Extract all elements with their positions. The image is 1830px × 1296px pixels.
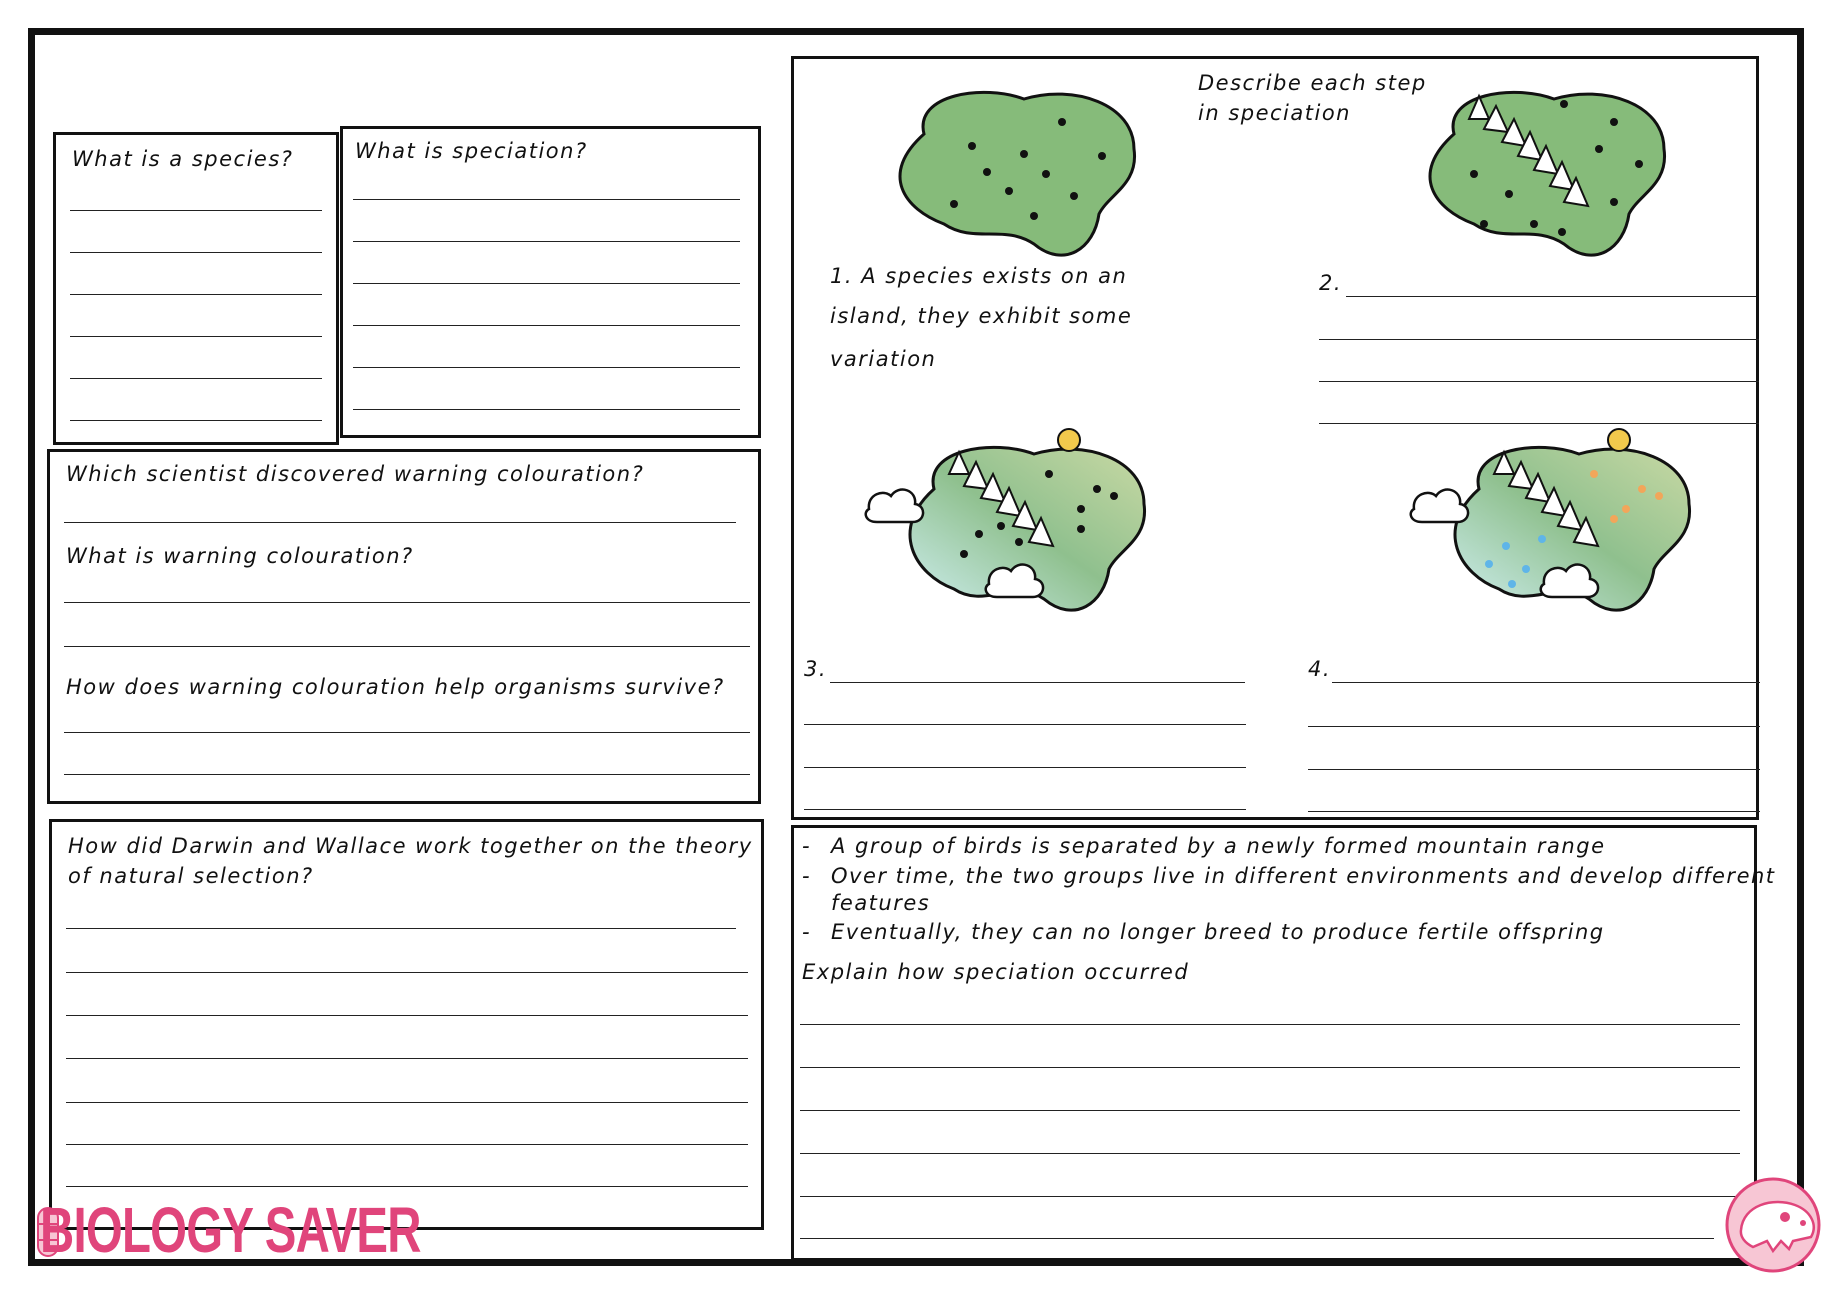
scientist-question: Which scientist discovered warning colouration?	[66, 462, 645, 486]
step4-answer-line[interactable]	[1332, 682, 1760, 683]
darwin-answer-line[interactable]	[66, 928, 736, 929]
darwin-answer-line[interactable]	[66, 1058, 748, 1059]
step3-answer-line[interactable]	[804, 809, 1246, 810]
island-illustration-1	[884, 74, 1144, 274]
darwin-answer-line[interactable]	[66, 1144, 748, 1145]
step4-answer-line[interactable]	[1308, 726, 1760, 727]
explain-answer-line[interactable]	[800, 1196, 1736, 1197]
step2-answer-line[interactable]	[1319, 423, 1759, 424]
step4-answer-line[interactable]	[1308, 811, 1760, 812]
darwin-answer-line[interactable]	[66, 972, 748, 973]
worksheet-frame	[28, 28, 1804, 1266]
steps-prompt-line1: Describe each step	[1198, 71, 1427, 95]
speciation-steps-box	[791, 56, 1759, 820]
warning-answer-line[interactable]	[64, 602, 750, 603]
speciation-answer-line[interactable]	[353, 241, 740, 242]
speciation-box	[340, 126, 761, 438]
darwin-question-line2: of natural selection?	[68, 864, 314, 888]
bullet-dash: -	[802, 834, 812, 858]
bullet-3: Eventually, they can no longer breed to produce fertile offspring	[831, 920, 1605, 944]
island-illustration-4	[1414, 434, 1714, 644]
species-answer-line[interactable]	[70, 252, 322, 253]
island-illustration-3	[869, 434, 1169, 644]
dinosaur-skull-logo	[1723, 1175, 1830, 1275]
steps-prompt-line2: in speciation	[1198, 101, 1351, 125]
step4-answer-line[interactable]	[1308, 769, 1760, 770]
speciation-answer-line[interactable]	[353, 409, 740, 410]
speciation-question: What is speciation?	[355, 139, 588, 163]
speciation-answer-line[interactable]	[353, 199, 740, 200]
step3-answer-line[interactable]	[804, 767, 1246, 768]
step1-line3: variation	[830, 347, 937, 371]
explain-speciation-box	[791, 825, 1776, 1261]
warning-answer-line[interactable]	[64, 646, 750, 647]
brand-name: BIOLOGY SAVER	[40, 1194, 421, 1266]
darwin-question-line1: How did Darwin and Wallace work together on the theory	[68, 834, 753, 858]
darwin-wallace-box	[49, 819, 764, 1230]
step4-label: 4.	[1308, 657, 1332, 681]
step3-answer-line[interactable]	[830, 682, 1245, 683]
step2-answer-line[interactable]	[1319, 381, 1759, 382]
bullet-2-line1: Over time, the two groups live in different environments and develop different	[831, 864, 1776, 888]
species-answer-line[interactable]	[70, 378, 322, 379]
survive-answer-line[interactable]	[64, 774, 750, 775]
step2-answer-line[interactable]	[1346, 296, 1756, 297]
speciation-answer-line[interactable]	[353, 325, 740, 326]
explain-answer-line[interactable]	[800, 1067, 1740, 1068]
speciation-answer-line[interactable]	[353, 283, 740, 284]
step1-line1: 1. A species exists on an	[830, 264, 1128, 288]
speciation-answer-line[interactable]	[353, 367, 740, 368]
bullet-1: A group of birds is separated by a newly formed mountain range	[831, 834, 1606, 858]
bullet-dash: -	[802, 920, 812, 944]
step1-line2: island, they exhibit some	[830, 304, 1133, 328]
survive-answer-line[interactable]	[64, 732, 750, 733]
survive-question: How does warning colouration help organisms survive?	[66, 675, 725, 699]
step3-answer-line[interactable]	[804, 724, 1246, 725]
darwin-answer-line[interactable]	[66, 1186, 748, 1187]
scientist-answer-line[interactable]	[64, 522, 736, 523]
species-question: What is a species?	[72, 147, 294, 171]
species-answer-line[interactable]	[70, 336, 322, 337]
explain-answer-line[interactable]	[800, 1024, 1740, 1025]
species-box	[53, 132, 339, 445]
explain-answer-line[interactable]	[800, 1110, 1740, 1111]
species-answer-line[interactable]	[70, 420, 322, 421]
species-answer-line[interactable]	[70, 294, 322, 295]
bullet-dash: -	[802, 864, 812, 888]
darwin-answer-line[interactable]	[66, 1102, 748, 1103]
explain-answer-line[interactable]	[800, 1238, 1714, 1239]
species-answer-line[interactable]	[70, 210, 322, 211]
island-illustration-2	[1414, 74, 1674, 274]
step3-label: 3.	[804, 657, 828, 681]
bullet-2-line2: features	[831, 891, 931, 915]
step2-label: 2.	[1319, 271, 1343, 295]
step2-answer-line[interactable]	[1319, 339, 1759, 340]
darwin-answer-line[interactable]	[66, 1015, 748, 1016]
explain-answer-line[interactable]	[800, 1153, 1740, 1154]
explain-prompt: Explain how speciation occurred	[802, 960, 1190, 984]
warning-colouration-box	[47, 449, 761, 804]
warning-question: What is warning colouration?	[66, 544, 414, 568]
